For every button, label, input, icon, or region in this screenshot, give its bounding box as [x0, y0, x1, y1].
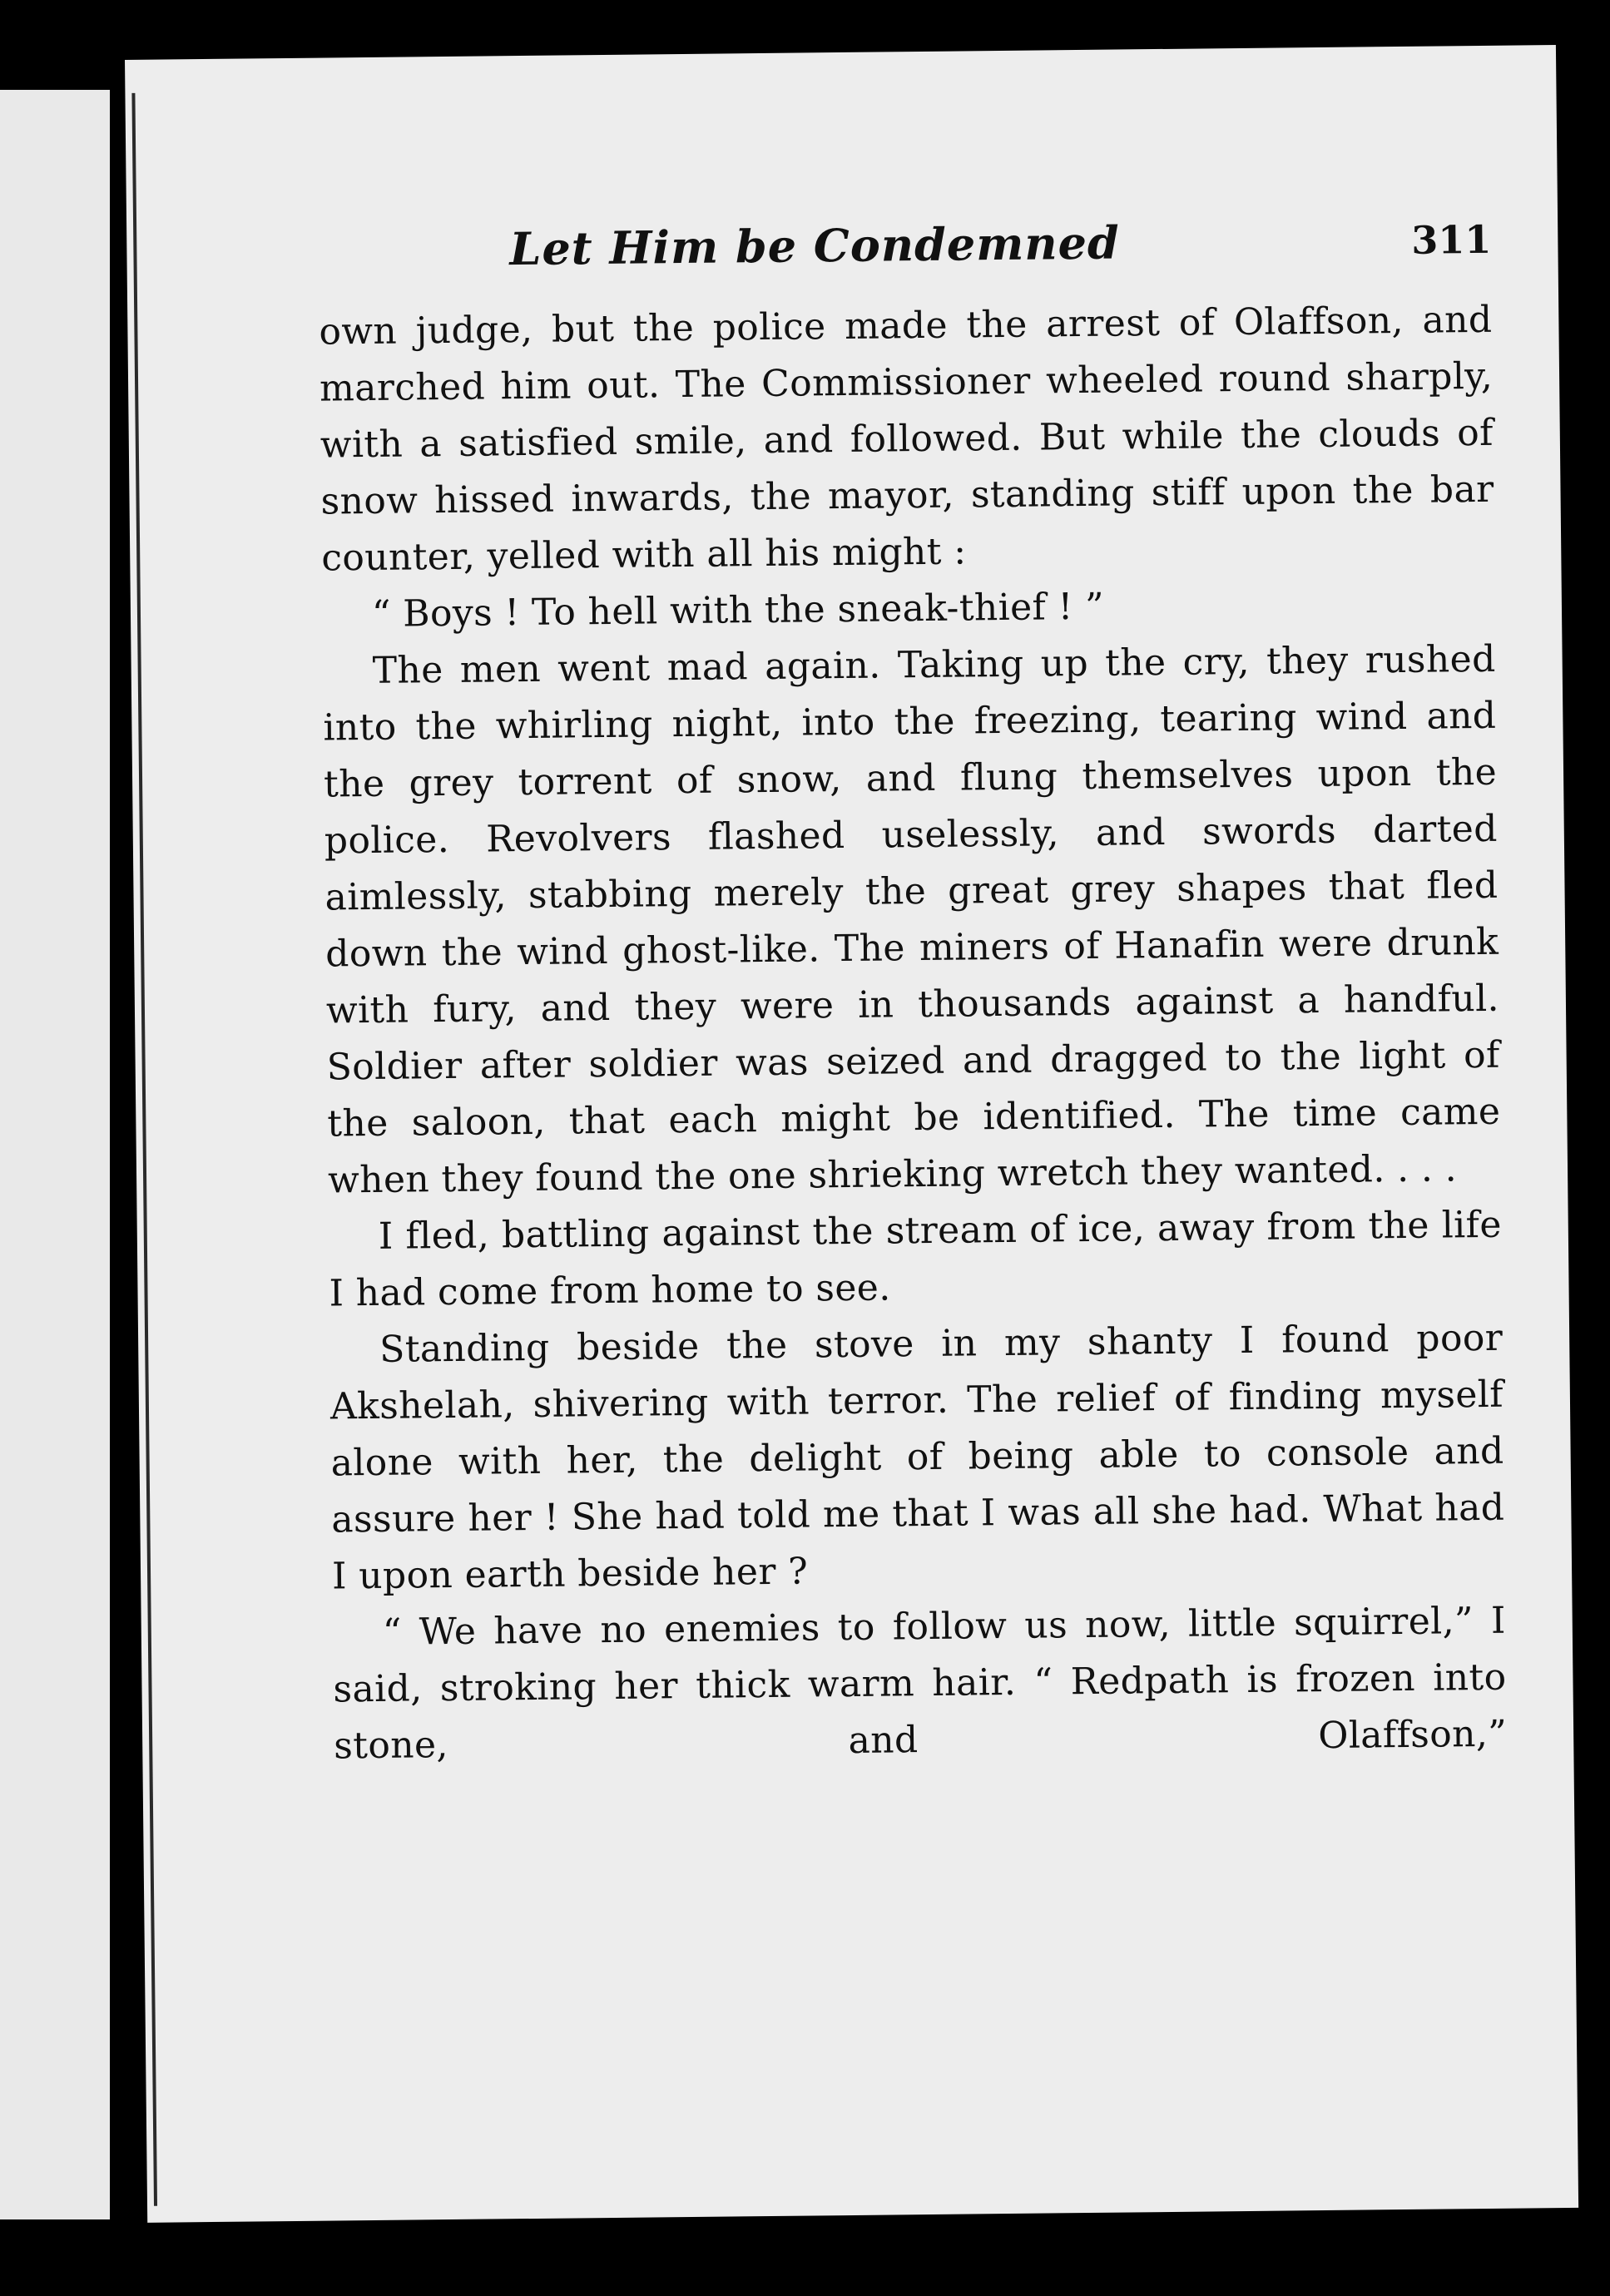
running-head	[318, 212, 1492, 299]
paragraph-3: The men went mad again. Taking up the cry, they rushed into the whirling night, into the freezing, tearing wind and the grey torrent of snow, and flung themselves upon the police. Revolvers flashed uselessly, and swords darted aimlessly, stabbing merely the great grey shapes that fled down the wind ghost-like. The miners of Hanafin were drunk with fury, and they were in thousands against a handful. Soldier after soldier was seized and dragged to the light of the saloon, that each might be identified. The time came when they found the one shrieking wretch they wanted. . . .	[323, 637, 1501, 1202]
facing-page-edge	[0, 90, 110, 2219]
book-page	[125, 45, 1578, 2223]
paragraph-4: I fled, battling against the stream of ice, away from the life I had come from home to see.	[329, 1203, 1503, 1315]
page-number: 311	[1411, 216, 1492, 263]
paragraph-2: “ Boys ! To hell with the sneak-thief ! ”	[371, 585, 1105, 636]
running-head-title: Let Him be Condemned	[509, 215, 1121, 276]
paragraph-6: “ We have no enemies to follow us now, little squirrel,” I said, stroking her thick warm hair. “ Redpath is frozen into stone, and Olaffson,”	[333, 1599, 1508, 1768]
page-gutter-rule	[131, 93, 157, 2206]
paragraph-5: Standing beside the stove in my shanty I found poor Akshelah, shivering with terror. The relief of finding myself alone with her, the delight of being able to console and assure her ! She had told me that I was all she had. What had I upon earth beside her ?	[329, 1316, 1505, 1598]
page-content	[318, 212, 1507, 1775]
paragraph-1: own judge, but the police made the arrest of Olaffson, and marched him out. The Commissioner wheeled round sharply, with a satisfied smile, and followed. But while the clouds of snow hissed inwards, the mayor, standing stiff upon the bar counter, yelled with all his might :	[319, 298, 1494, 580]
